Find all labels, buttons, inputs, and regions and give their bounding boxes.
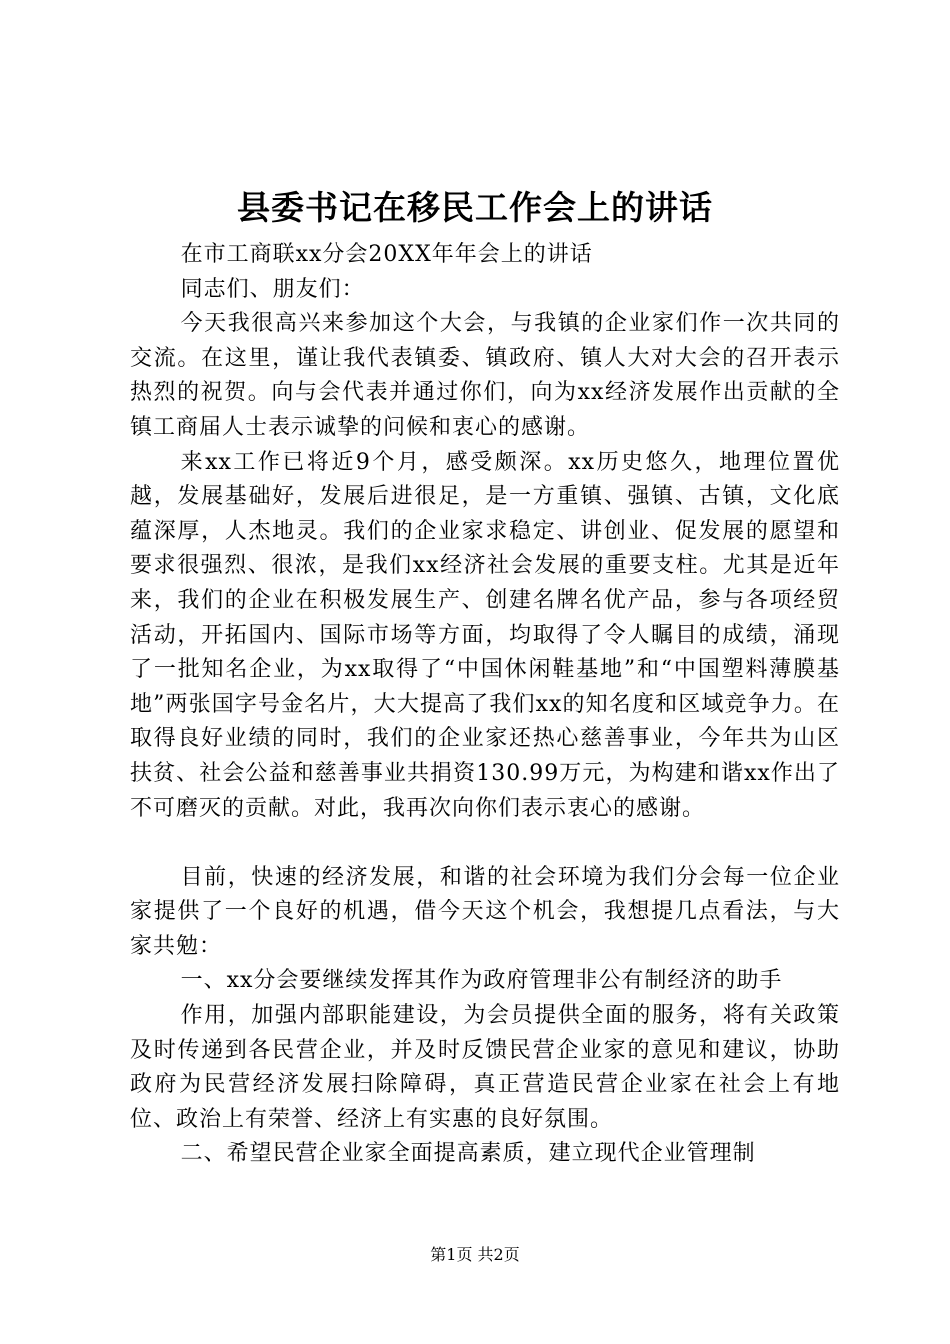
page-number-footer: 第1页 共2页 (430, 1245, 520, 1264)
paragraph-subtitle: 在市工商联xx分会20XX年年会上的讲话 (180, 242, 593, 267)
paragraph-achievements: 来xx工作已将近9个月，感受颇深。xx历史悠久，地理位置优越，发展基础好，发展后进很足，是一方重镇、强镇、古镇，文化底蕴深厚，人杰地灵。我们的企业家求稳定、讲创业、促发展的愿望和要求很强烈、很浓，是我们xx经济社会发展的重要支柱。尤其是近年来，我们的企业在积极发展生产、创建名牌名优产品，参与各项经贸活动，开拓国内、国际市场等方面，均取得了令人瞩目的成绩，涌现了一批知名企业，为xx取得了“中国休闲鞋基地”和“中国塑料薄膜基地”两张国字号金名片，大大提高了我们xx的知名度和区域竞争力。在取得良好业绩的同时，我们的企业家还热心慈善事业，今年共为山区扶贫、社会公益和慈善事业共捐资130.99万元，为构建和谐xx作出了不可磨灭的贡献。对此，我再次向你们表示衷心的感谢。 (130, 449, 840, 821)
paragraph-point-one-detail: 作用，加强内部职能建设，为会员提供全面的服务，将有关政策及时传递到各民营企业，并及时反馈民营企业家的意见和建议，协助政府为民营经济发展扫除障碍，真正营造民营企业家在社会上有地位、政治上有荣誉、经济上有实惠的良好氛围。 (130, 1003, 840, 1132)
paragraph-salutation: 同志们、朋友们： (180, 276, 365, 302)
document-title: 县委书记在移民工作会上的讲话 (237, 188, 713, 227)
paragraph-point-two: 二、希望民营企业家全面提高素质，建立现代企业管理制 (180, 1141, 756, 1167)
paragraph-point-one: 一、xx分会要继续发挥其作为政府管理非公有制经济的助手 (180, 968, 783, 994)
paragraph-opening: 今天我很高兴来参加这个大会，与我镇的企业家们作一次共同的交流。在这里，谨让我代表镇委、镇政府、镇人大对大会的召开表示热烈的祝贺。向与会代表并通过你们，向为xx经济发展作出贡献的全镇工商届人士表示诚挚的问候和衷心的感谢。 (130, 311, 840, 440)
paragraph-spacer (130, 826, 840, 861)
document-body (130, 238, 840, 1172)
paragraph-outlook: 目前，快速的经济发展，和谐的社会环境为我们分会每一位企业家提供了一个良好的机遇，借今天这个机会，我想提几点看法，与大家共勉： (130, 864, 840, 959)
